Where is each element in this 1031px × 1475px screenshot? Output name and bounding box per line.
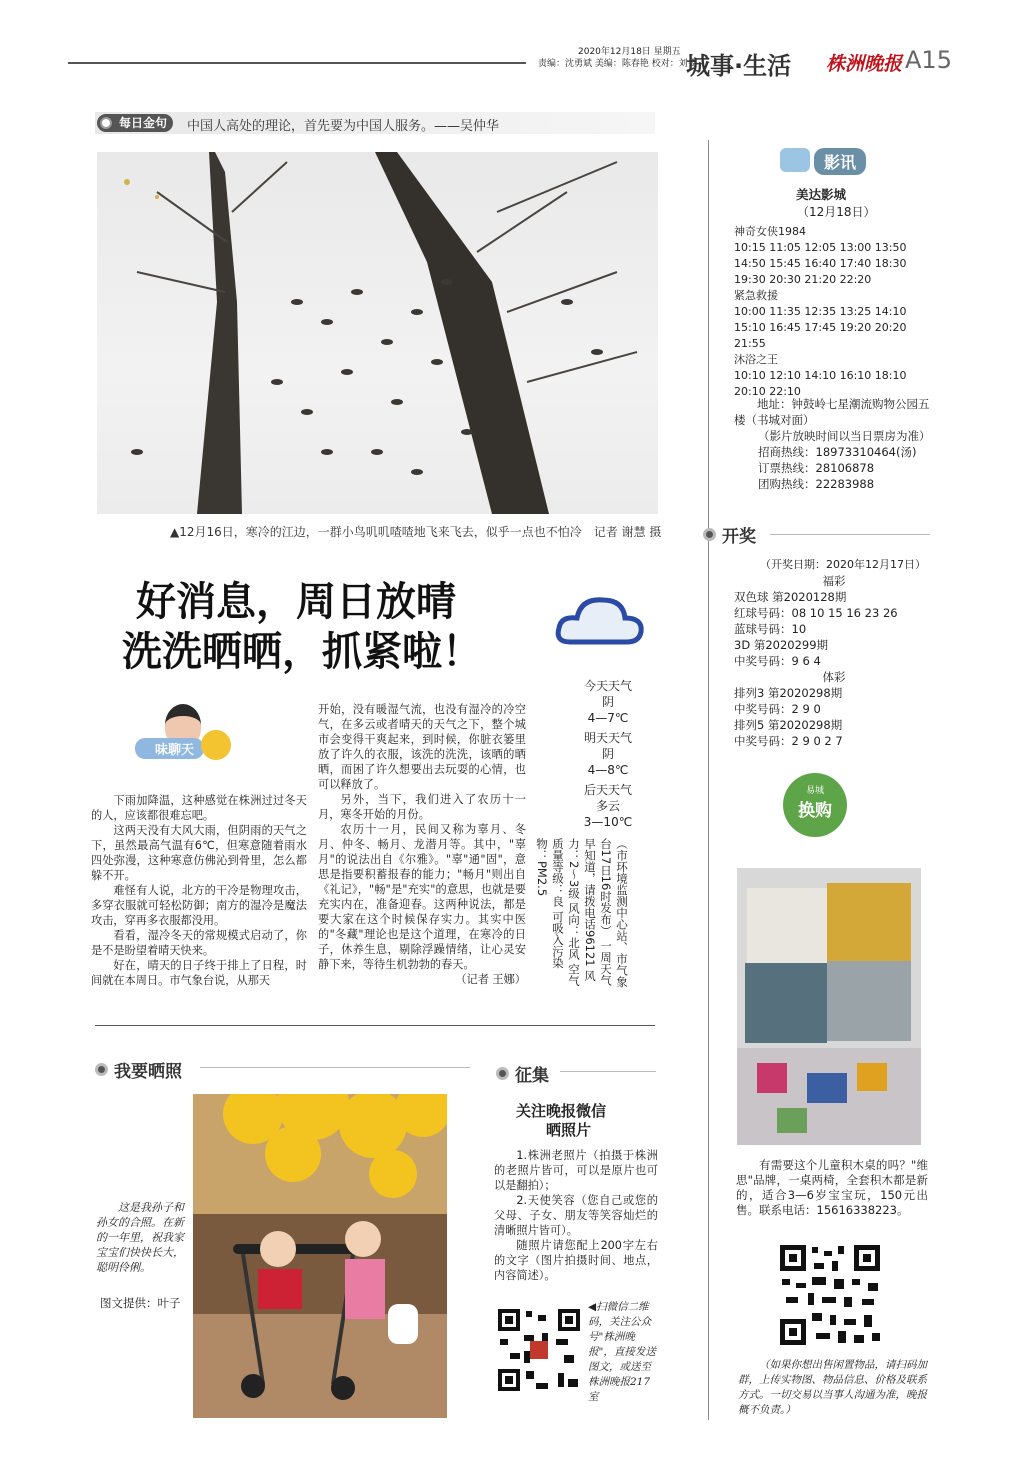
- movie-title: 沐浴之王: [734, 353, 778, 366]
- weather-forecast: [560, 678, 656, 830]
- toy-table-photo-art: [737, 868, 921, 1145]
- solicit-item: 2.天使笑容（您自己或您的父母、子女、朋友等笑容灿烂的清晰照片皆可）。: [494, 1194, 658, 1237]
- solicit-heading2: 晒照片: [546, 1121, 592, 1139]
- after-temp: 3—10℃: [583, 815, 633, 829]
- today-temp: 4—7℃: [587, 711, 629, 725]
- cinema-info: [734, 396, 936, 492]
- solicit-item: 1.株洲老照片（拍摄于株洲的老照片皆可，可以是原片也可以是翻拍）；: [494, 1149, 658, 1192]
- air-quality: 空气质量等级：良: [551, 838, 581, 987]
- solicit-heading: [496, 1061, 549, 1086]
- wind-force: 风力：2～3级: [567, 838, 597, 982]
- lottery-date: （开奖日期：2020年12月17日）: [760, 558, 926, 571]
- lottery-line: 中奖号码：2 9 0 2 7: [734, 734, 843, 748]
- movie-times: 10:10 12:10 14:10 16:10 18:10 20:10 22:10: [734, 369, 907, 398]
- article-para: 开始，没有暖湿气流，也没有湿冷的冷空气，在多云或者晴天的天气之下，整个城市会变得干爽起来，到时候，你脏衣篓里放了许久的衣服，该洗的洗洗，该晒的晒晒，而困了许久想要出去玩耍的心情，也可以释放了。: [318, 703, 526, 791]
- my-photo-text: 这是我孙子和孙女的合照。在新的一年里，祝我家宝宝们快快长大，聪明伶俐。: [96, 1201, 184, 1274]
- right-column-divider: [708, 140, 709, 1420]
- exchange-badge: [783, 773, 847, 837]
- page-number: A15: [905, 46, 952, 74]
- birds-photo: [97, 152, 658, 514]
- welfare-label: 福彩: [822, 574, 846, 588]
- lottery-heading-icon: [703, 528, 716, 541]
- solicit-title: 征集: [515, 1066, 549, 1086]
- column-badge-label: 味聊天: [135, 738, 204, 759]
- solicit-heading1: 关注晚报微信: [516, 1102, 607, 1120]
- article-para: 下雨加降温，这种感觉在株洲过过冬天的人，应该都很难忘吧。: [91, 794, 307, 822]
- quote-label: 每日金句: [97, 114, 173, 132]
- my-photo-title: 我要晒照: [114, 1062, 182, 1082]
- section-title: 城事·生活: [686, 52, 792, 80]
- lottery-line: 蓝球号码：10: [734, 622, 807, 636]
- children-photo-art: [193, 1094, 447, 1418]
- lottery-title: 开奖: [722, 527, 756, 547]
- cinema-badge-label: 影讯: [814, 148, 866, 175]
- my-photo-rule: [200, 1067, 470, 1068]
- lottery-line: 排列3 第2020298期: [734, 686, 843, 700]
- article-para: 农历十一月，民间又称为辜月、冬月、仲冬、畅月、龙潜月等。其中，"辜月"的说法出自《尔雅》。"辜"通"固"，意思是指要积蓄报春的能力；"畅月"则出自《礼记》，"畅"是"充实"的意思，也就是要充实内在，准备迎春。这两种说法，都是要大家在这个时候保存实力。其实中医的"冬藏"理论也是这个道理，在寒冷的日子，休养生息，剔除浮躁情绪，让心灵安静下来，等待生机勃勃的春天。: [318, 823, 526, 971]
- column-badge: [113, 700, 243, 780]
- exchange-qr-code[interactable]: [778, 1243, 882, 1347]
- solicit-scan-text: ◀扫微信二维码，关注公众号"株洲晚报"，直接发送图文，或送至株洲晚报217室: [588, 1301, 656, 1403]
- tomorrow-temp: 4—8℃: [587, 763, 629, 777]
- cinema-address: 地址：钟鼓岭七星潮流购物公园五楼（书城对面）: [734, 397, 930, 427]
- toy-table-photo: [737, 868, 921, 1145]
- header-rule: [68, 62, 526, 64]
- children-photo: [193, 1094, 447, 1418]
- lottery-rule: [770, 534, 930, 535]
- article-byline: （记者 王娜）: [455, 973, 526, 986]
- article-para: 这两天没有大风大雨，但阴雨的天气之下，虽然最高气温有6℃，但寒意随着雨水四处弥漫，这种寒意仿佛沁到骨里，怎么都躲不开。: [91, 824, 307, 882]
- wind-dir: 风向：北风: [567, 902, 581, 960]
- quote-text: 中国人高处的理论，首先要为中国人服务。——吴仲华: [187, 119, 500, 134]
- exchange-ad-text: 有需要这个儿童积木桌的吗？"维思"品牌，一桌两椅，全套积木都是新的，适合3—6岁宝宝玩，150元出售。联系电话：15616338223。: [736, 1158, 928, 1217]
- article-para: 另外，当下，我们进入了农历十一月，寒冬开始的月份。: [318, 793, 526, 821]
- tomorrow-label: 明天天气: [583, 731, 632, 745]
- exchange-footer: （如果你想出售闲置物品，请扫码加群，上传实物图、物品信息、价格及联系方式。一切交易以当事人沟通为准，晚报概不负责。）: [738, 1359, 927, 1416]
- exchange-qr-art: [778, 1243, 882, 1347]
- solicit-qr-code[interactable]: [496, 1307, 582, 1393]
- hotline: 团购热线：22283988: [758, 477, 875, 491]
- article-col-right: [318, 702, 526, 987]
- movie-title: 神奇女侠1984: [734, 225, 806, 238]
- movie-times: 10:00 11:35 12:35 13:25 14:10 15:10 16:45 17:45 19:20 20:20 21:55: [734, 305, 907, 350]
- movie-title: 紧急救援: [734, 289, 778, 302]
- birds-photo-art: [97, 152, 658, 514]
- pollutant: 可吸入污染物：PM2.5: [535, 838, 565, 969]
- film-camera-icon: [780, 148, 810, 172]
- quote-bar: [95, 112, 655, 134]
- lottery-results: [734, 573, 934, 749]
- weather-vertical: [534, 838, 630, 988]
- lottery-line: 双色球 第2020128期: [734, 590, 847, 604]
- sports-label: 体彩: [822, 670, 846, 684]
- exchange-badge-top: 易城: [805, 786, 824, 796]
- movie-times: 10:15 11:05 12:05 13:00 13:50 14:50 15:45 16:40 17:40 18:30 19:30 20:30 21:20 22:20: [734, 241, 907, 286]
- cinema-schedule: [734, 224, 936, 400]
- bottom-section-rule: [95, 1025, 655, 1026]
- cloud-icon: [555, 592, 645, 652]
- after-cond: 多云: [595, 799, 620, 813]
- lottery-heading: [703, 522, 756, 547]
- source-2: 一周天气早知道，请拨电话96121: [583, 838, 613, 986]
- lottery-line: 排列5 第2020298期: [734, 718, 843, 732]
- photo-caption: ▲12月16日，寒冷的江边，一群小鸟叽叽喳喳地飞来飞去，似乎一点也不怕冷 记者 谢慧 摄: [170, 525, 662, 539]
- hotline: 招商热线：18973310464(汤): [758, 445, 917, 459]
- my-photo-credit: 图文提供：叶子: [100, 1296, 181, 1310]
- my-photo-heading: [95, 1057, 182, 1082]
- date-line: 2020年12月18日 星期五: [578, 47, 681, 57]
- article-para: 难怪有人说，北方的干冷是物理攻击，多穿衣服就可轻松防御；南方的湿冷是魔法攻击，穿再多衣服都没用。: [91, 884, 307, 927]
- headline-line1: 好消息，周日放晴: [136, 579, 456, 625]
- sun-icon: [201, 730, 231, 760]
- source-1: （市环境监测中心站、市气象台17日16时发布）: [599, 838, 629, 988]
- hotline: 订票热线：28106878: [758, 461, 875, 475]
- today-cond: 阴: [601, 695, 614, 709]
- paper-logo: 株洲晚报: [826, 53, 903, 75]
- lottery-line: 中奖号码：9 6 4: [734, 654, 821, 668]
- cinema-badge: [780, 146, 880, 176]
- headline-line2: 洗洗晒晒，抓紧啦！: [122, 629, 482, 675]
- lottery-line: 中奖号码：2 9 0: [734, 702, 821, 716]
- lottery-line: 红球号码：08 10 15 16 23 26: [734, 606, 898, 620]
- tomorrow-cond: 阴: [601, 747, 614, 761]
- solicit-heading-icon: [496, 1067, 509, 1080]
- solicit-items: [494, 1148, 658, 1283]
- exchange-badge-main: 换购: [798, 801, 832, 821]
- editor-line: 责编：沈勇斌 美编：陈春艳 校对：刘旻: [538, 59, 697, 69]
- article-col-left: [91, 793, 307, 988]
- quote-label-dot: [100, 117, 112, 129]
- lottery-line: 3D 第2020299期: [734, 638, 829, 652]
- article-para: 好在，晴天的日子终于排上了日程，时间就在本周日。市气象台说，从那天: [91, 959, 307, 987]
- cinema-date: （12月18日）: [797, 205, 876, 219]
- solicit-qr-art: [496, 1307, 582, 1393]
- solicit-rule: [560, 1071, 656, 1072]
- after-label: 后天天气: [583, 783, 632, 797]
- cinema-name: 美达影城: [796, 187, 847, 202]
- solicit-item: 随照片请您配上200字左右的文字（图片拍摄时间、地点，内容简述）。: [494, 1239, 658, 1282]
- my-photo-heading-icon: [95, 1063, 108, 1076]
- today-label: 今天天气: [583, 679, 632, 693]
- cinema-note: （影片放映时间以当日票房为准）: [758, 429, 931, 443]
- article-para: 看看，湿冷冬天的常规模式启动了，你是不是盼望着晴天快来。: [91, 929, 307, 957]
